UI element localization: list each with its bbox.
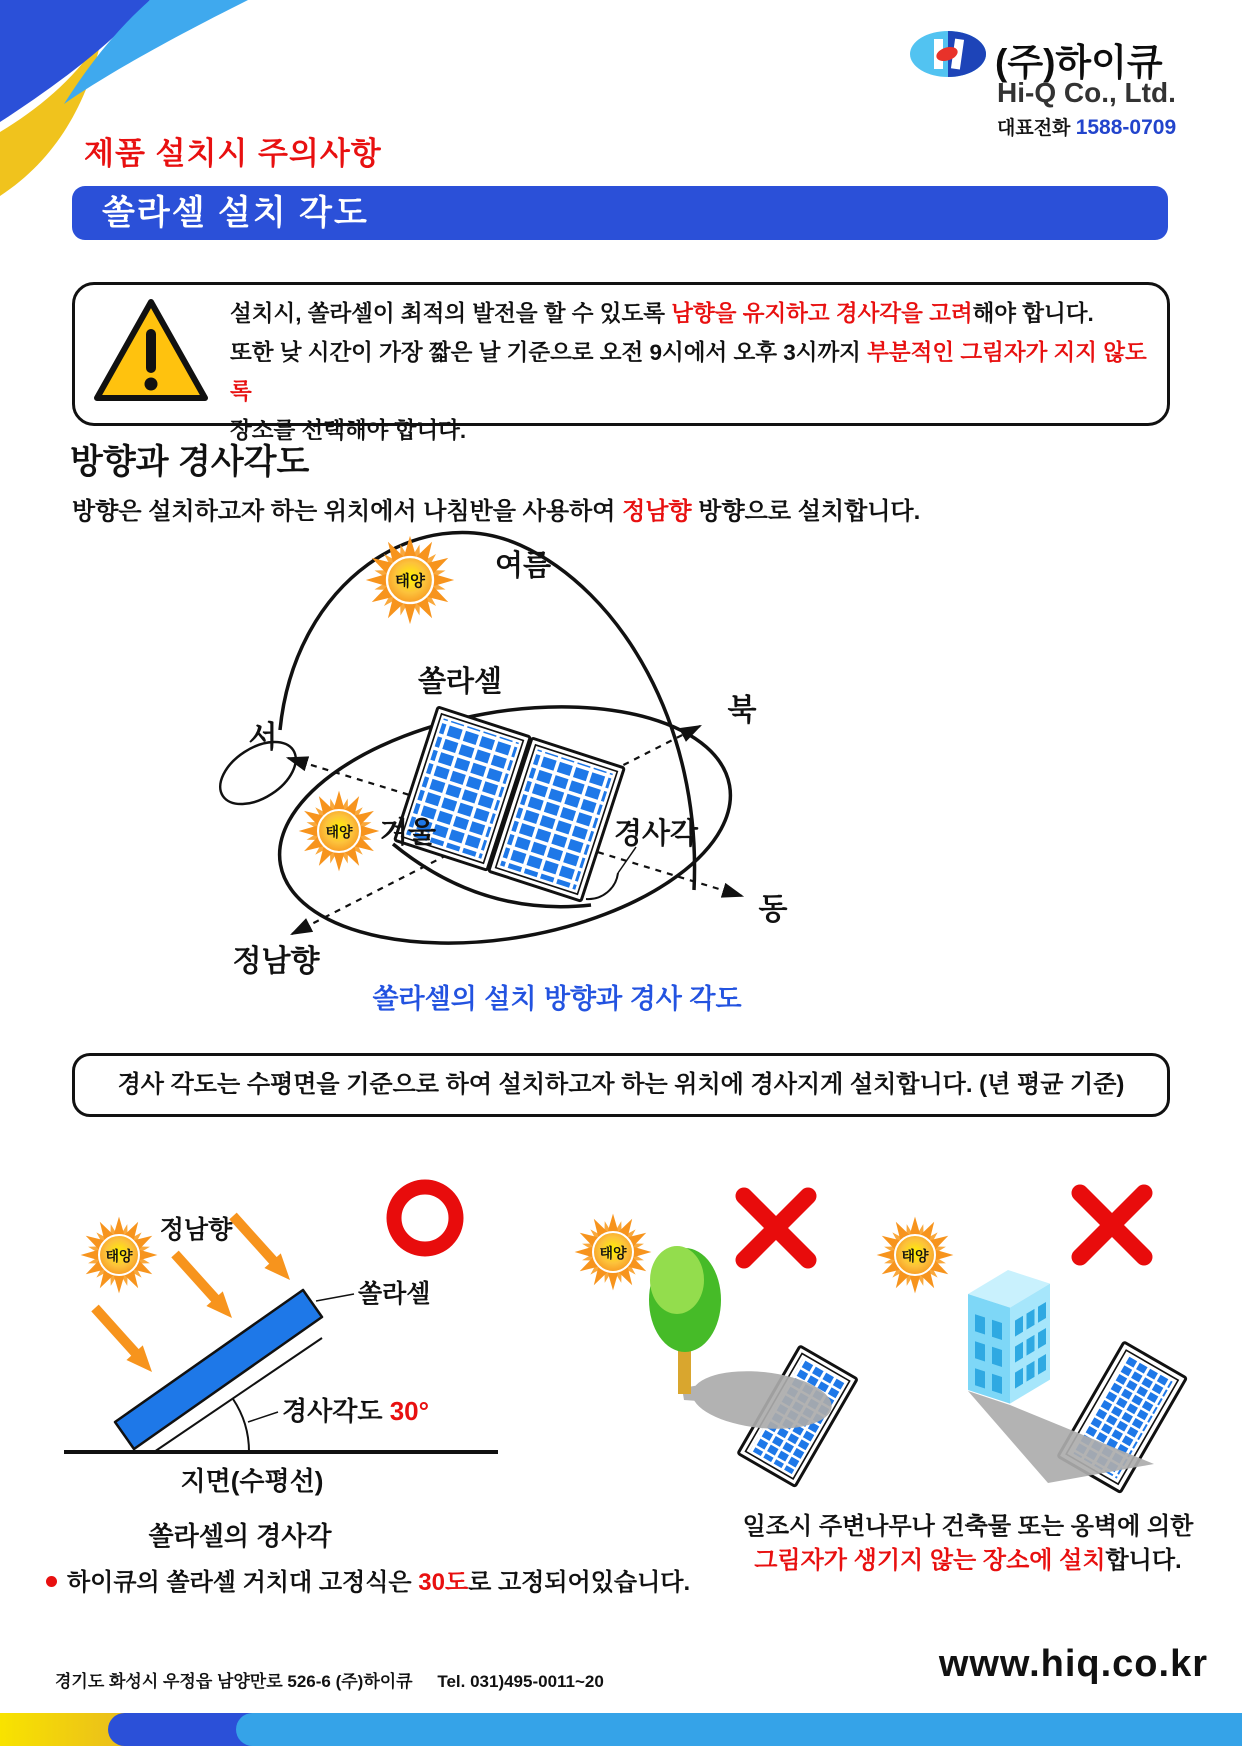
section-title: 방향과 경사각도 [70,443,310,481]
correct-mark-icon [394,1187,456,1249]
sun-icon [877,1217,954,1294]
website-url: www.hiq.co.kr [938,1643,1208,1685]
north-label: 북 [727,694,757,727]
wrong-figure-note [690,1510,1242,1578]
svg-text:태양: 태양 [325,824,353,840]
east-label: 동 [758,893,788,926]
installation-direction-diagram [170,495,1070,1025]
panel-pointer [316,1294,354,1301]
correct-figure-note: 하이큐의 쏠라셀 거치대 고정식은 30도로 고정되어있습니다. [46,1562,690,1597]
footer-bar-yellow [0,1713,125,1746]
company-phone [997,113,1176,140]
sun-icon-summer [366,536,454,624]
tel-text: Tel. 031)495-0011~20 [437,1672,604,1691]
solar-cell-label: 쏠라셀 [417,666,503,698]
hiq-logo-icon [908,28,990,80]
tree [649,1246,721,1394]
west-label: 서 [248,721,278,754]
svg-text:태양: 태양 [105,1248,133,1264]
correct-example [64,1187,498,1496]
company-name-kr: (주)하이큐 [995,42,1163,83]
footer-address [55,1667,604,1692]
notice-heading: 제품 설치시 주의사항 [84,136,382,171]
sun-icon [575,1214,652,1291]
tilt-label: 경사각 [613,818,699,850]
svg-text:태양: 태양 [901,1248,929,1264]
winter-label: 겨울 [379,817,437,849]
wrong-mark-icon [744,1196,808,1260]
red-bullet-icon [46,1576,57,1587]
section-body: 방향은 설치하고자 하는 위치에서 나침반을 사용하여 정남향 방향으로 설치합니다. [72,498,921,525]
svg-text:태양: 태양 [395,573,425,590]
building [968,1270,1050,1404]
ground-label: 지면(수평선) [180,1466,324,1496]
warning-line-2: 또한 낮 시간이 가장 짧은 날 기준으로 오전 9시에서 오후 3시까지 부분적인 그림자가 지지 않도록 [230,340,1147,404]
tilt-note-text: 경사 각도는 수평면을 기준으로 하여 설치하고자 하는 위치에 경사지게 설치합니다. (년 평균 기준) [117,1071,1125,1098]
panel-label: 쏠라셀 [358,1280,431,1308]
wrong-example-building [877,1193,1187,1492]
warning-icon [88,294,214,408]
south-label: 정남향 [232,945,320,978]
company-name-en: Hi-Q Co., Ltd. [997,77,1176,108]
phone-label: 대표전화 [997,118,1071,139]
tilt-note-box [72,1053,1170,1117]
warning-line-1: 설치시, 쏠라셀이 최적의 발전을 할 수 있도록 남향을 유지하고 경사각을 고려해야 합니다. [230,301,1094,326]
svg-text:태양: 태양 [599,1245,627,1261]
sun-icon [81,1217,158,1294]
title-banner [72,186,1168,240]
installation-examples-figure [0,1150,1242,1502]
phone-number: 1588-0709 [1075,116,1177,139]
wrong-example-tree [575,1196,858,1486]
summer-label: 여름 [495,550,552,582]
wrong-mark-icon [1080,1193,1144,1257]
wrong-note-line-2: 그림자가 생기지 않는 장소에 설치합니다. [754,1547,1182,1574]
angle-arc [233,1399,249,1452]
address-text: 경기도 화성시 우정읍 남양만로 526-6 (주)하이큐 [55,1672,413,1691]
correct-figure-caption: 쏠라셀의 경사각 [148,1521,332,1551]
sun-icon-winter [299,791,380,872]
diagram-caption: 쏠라셀의 설치 방향과 경사 각도 [372,984,742,1014]
angle-pointer [248,1412,278,1422]
warning-line-3: 장소를 선택해야 합니다. [230,418,467,443]
tilt-angle-pointer [618,847,636,873]
page-title: 쏠라셀 설치 각도 [102,194,369,232]
angle-value-label: 경사각도 30° [282,1396,430,1426]
footer-bar-lightblue [236,1713,1242,1746]
tilt-angle-arc [586,873,618,899]
wrong-note-line-1: 일조시 주변나무나 건축물 또는 옹벽에 의한 [742,1513,1194,1540]
warning-text [230,294,1160,450]
south-label: 정남향 [159,1216,233,1244]
